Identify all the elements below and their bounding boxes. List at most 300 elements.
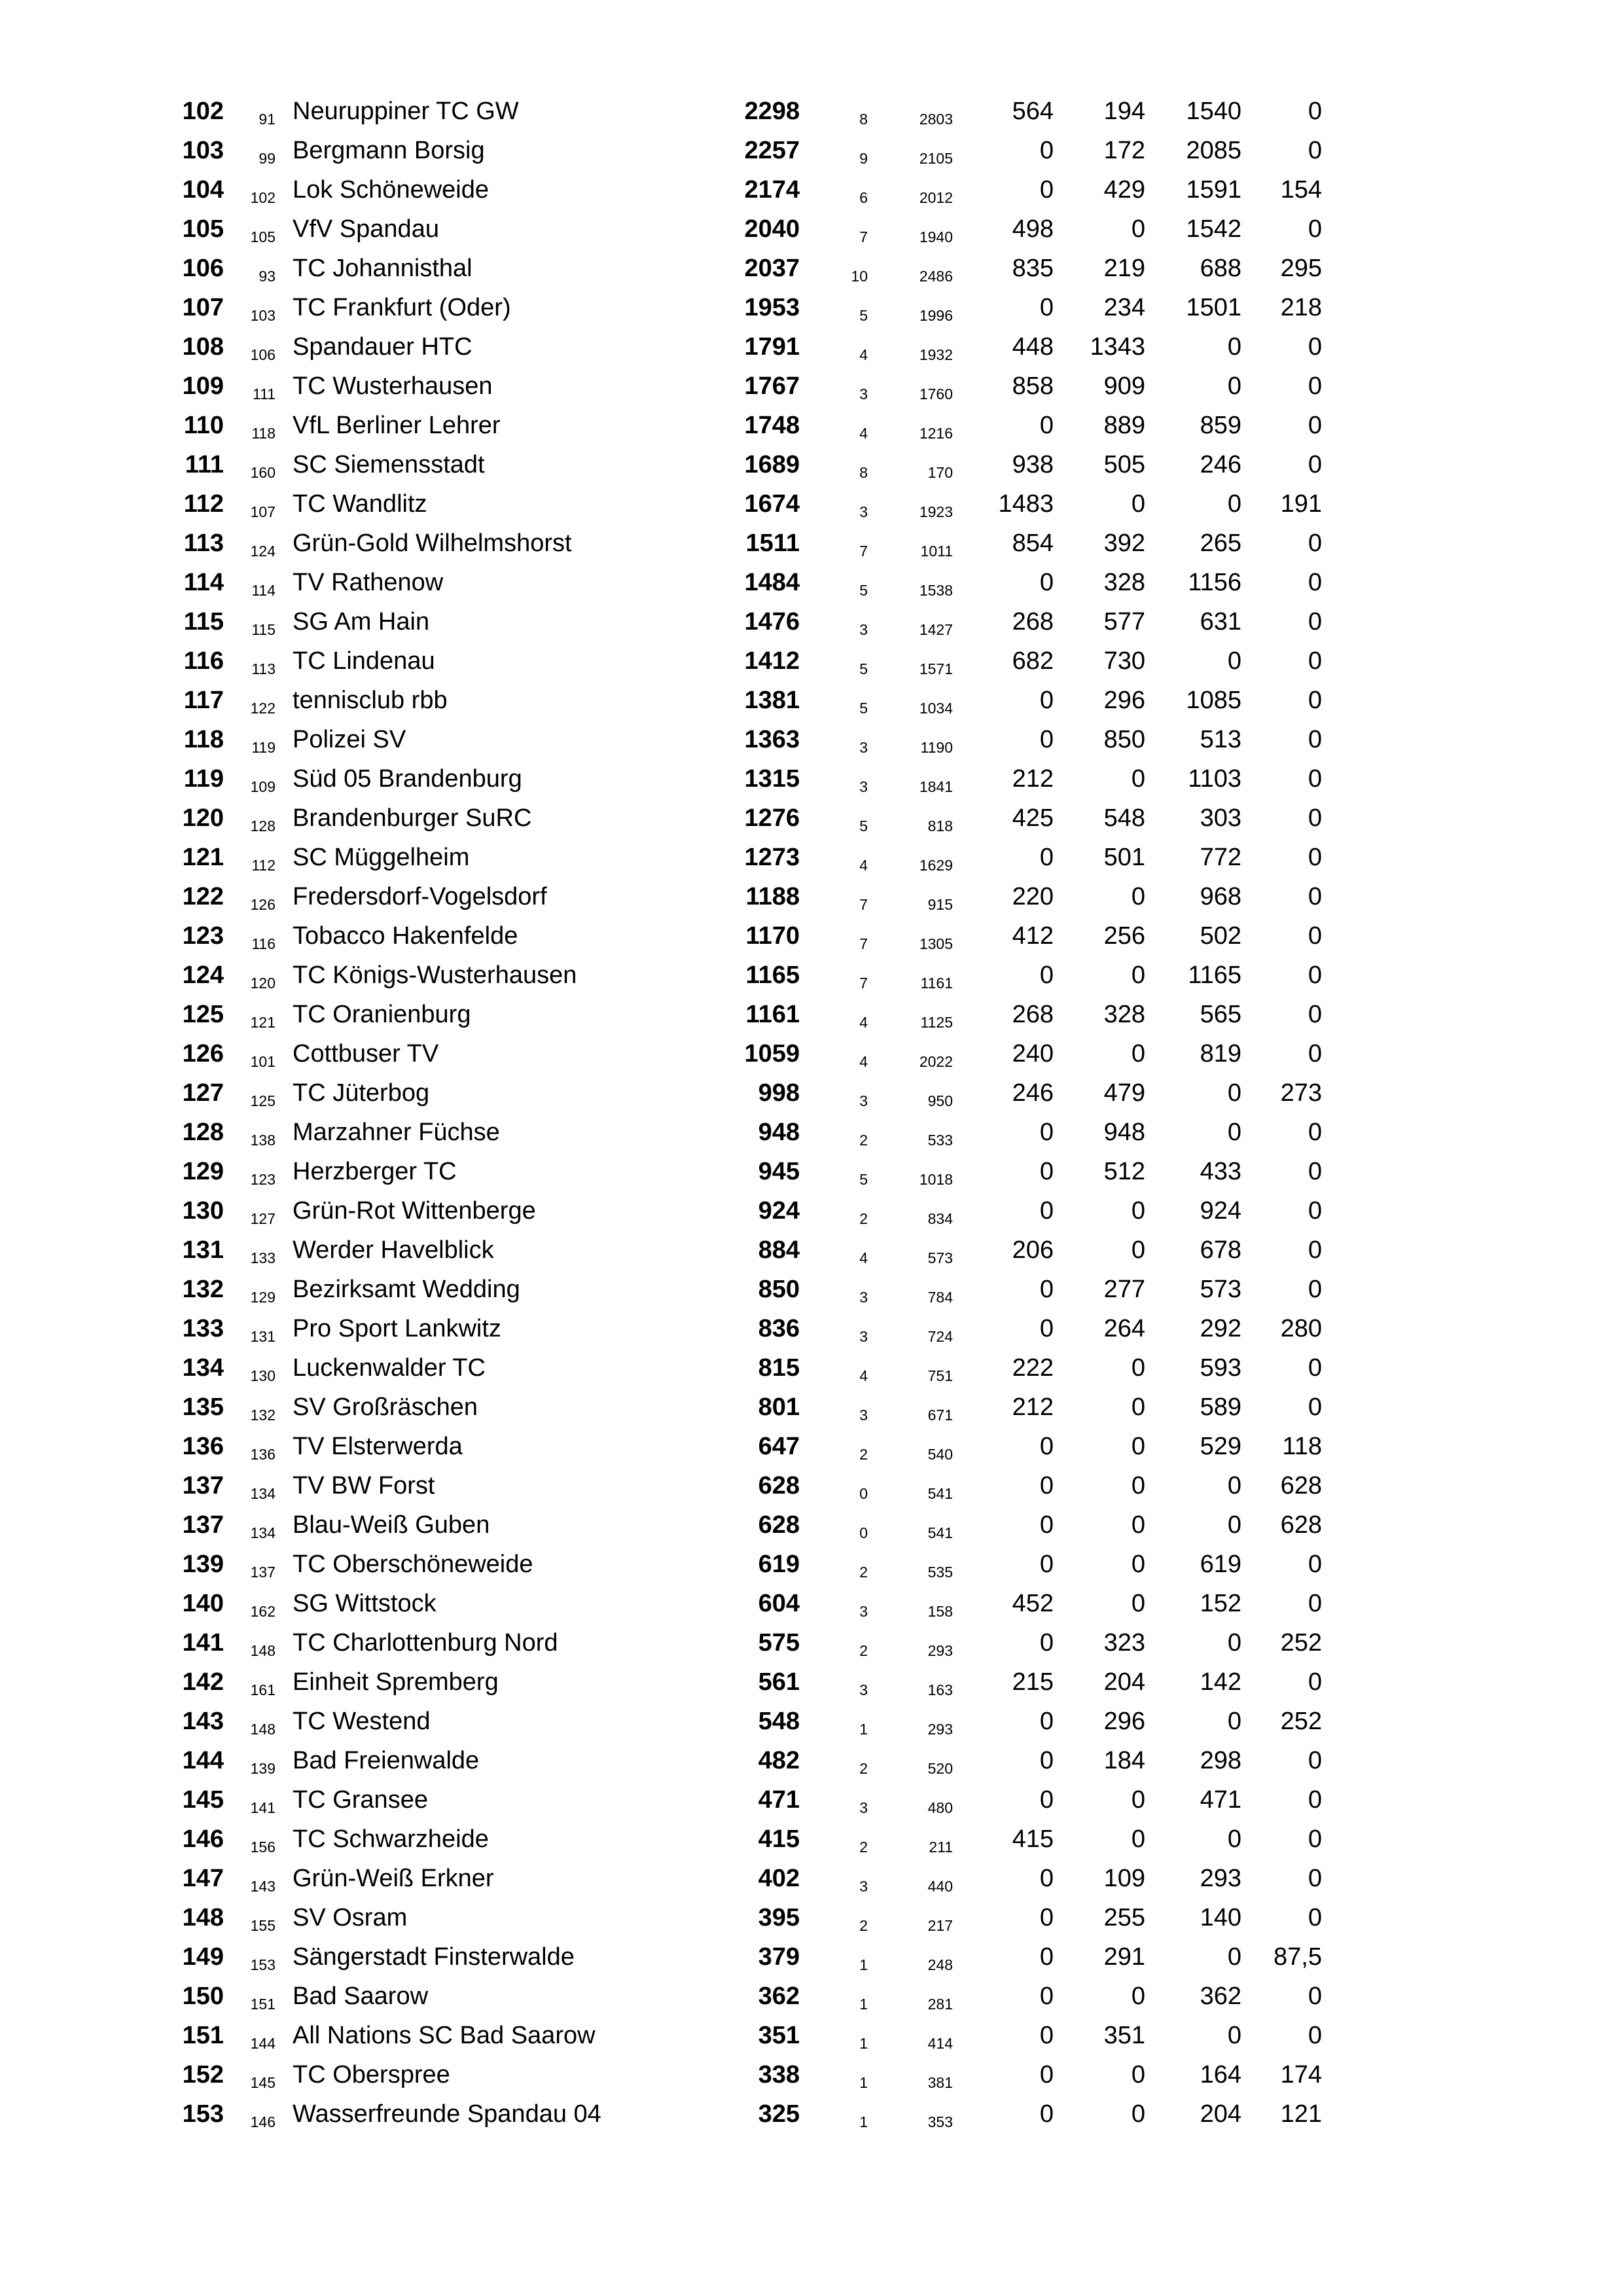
points-col-2-cell: 0	[1131, 1825, 1145, 1853]
count-cell: 1	[859, 2074, 868, 2091]
points-col-1-cell: 0	[1039, 1551, 1054, 1578]
table-row	[151, 1623, 1322, 1662]
total-points-cell: 647	[758, 1433, 800, 1460]
count-cell: 4	[859, 346, 868, 363]
table-row	[151, 1191, 1322, 1230]
previous-rank-cell: 134	[250, 1524, 276, 1541]
points-col-4-cell: 0	[1308, 1904, 1322, 1931]
total-points-cell: 2174	[744, 176, 800, 204]
points-col-2-cell: 0	[1131, 1354, 1145, 1382]
count-cell: 6	[859, 189, 868, 206]
total-points-cell: 2298	[744, 98, 800, 125]
club-name-cell: TC Gransee	[293, 1786, 428, 1814]
points-col-1-cell: 0	[1039, 1276, 1054, 1303]
count-cell: 7	[859, 543, 868, 560]
previous-points-cell: 1841	[919, 778, 953, 795]
points-col-4-cell: 0	[1308, 804, 1322, 832]
points-col-4-cell: 0	[1308, 1236, 1322, 1264]
points-col-1-cell: 215	[1012, 1668, 1054, 1696]
table-row	[151, 1977, 1322, 2016]
points-col-2-cell: 0	[1131, 765, 1145, 793]
table-row	[151, 327, 1322, 367]
previous-rank-cell: 91	[259, 111, 276, 128]
points-col-1-cell: 854	[1012, 529, 1054, 557]
count-cell: 4	[859, 1249, 868, 1266]
club-name-cell: Polizei SV	[293, 726, 406, 753]
previous-rank-cell: 111	[253, 386, 276, 403]
points-col-4-cell: 0	[1308, 1276, 1322, 1303]
club-name-cell: Sängerstadt Finsterwalde	[293, 1943, 575, 1971]
points-col-3-cell: 265	[1200, 529, 1241, 557]
points-col-3-cell: 362	[1200, 1982, 1241, 2010]
points-col-1-cell: 0	[1039, 1315, 1054, 1342]
previous-rank-cell: 160	[250, 464, 276, 481]
count-cell: 3	[859, 778, 868, 795]
points-col-4-cell: 0	[1308, 647, 1322, 675]
points-col-1-cell: 415	[1012, 1825, 1054, 1853]
table-row	[151, 602, 1322, 641]
count-cell: 1	[859, 1721, 868, 1738]
points-col-4-cell: 191	[1280, 490, 1322, 518]
previous-points-cell: 381	[927, 2074, 953, 2091]
points-col-3-cell: 565	[1200, 1001, 1241, 1028]
club-name-cell: TV Elsterwerda	[293, 1433, 463, 1460]
points-col-4-cell: 0	[1308, 529, 1322, 557]
previous-points-cell: 281	[927, 1996, 953, 2013]
club-name-cell: SV Großräschen	[293, 1393, 478, 1421]
table-row	[151, 1073, 1322, 1113]
total-points-cell: 836	[758, 1315, 800, 1342]
previous-rank-cell: 132	[250, 1407, 276, 1424]
points-col-2-cell: 291	[1103, 1943, 1145, 1971]
table-row	[151, 2094, 1322, 2134]
points-col-3-cell: 0	[1227, 1943, 1241, 1971]
previous-rank-cell: 122	[250, 700, 276, 717]
club-name-cell: Neuruppiner TC GW	[293, 98, 519, 125]
points-col-3-cell: 1501	[1186, 294, 1241, 321]
club-name-cell: VfV Spandau	[293, 215, 439, 243]
points-col-2-cell: 204	[1103, 1668, 1145, 1696]
points-col-3-cell: 433	[1200, 1158, 1241, 1185]
table-row	[151, 445, 1322, 484]
table-row	[151, 1505, 1322, 1545]
points-col-1-cell: 0	[1039, 1197, 1054, 1225]
table-row	[151, 170, 1322, 209]
table-row	[151, 1820, 1322, 1859]
points-col-3-cell: 502	[1200, 922, 1241, 950]
total-points-cell: 1953	[744, 294, 800, 321]
club-name-cell: TV BW Forst	[293, 1472, 435, 1499]
rank-cell: 144	[182, 1747, 224, 1774]
points-col-1-cell: 0	[1039, 294, 1054, 321]
points-col-1-cell: 0	[1039, 137, 1054, 164]
points-col-2-cell: 0	[1131, 1551, 1145, 1578]
points-col-3-cell: 1165	[1188, 961, 1241, 989]
points-col-3-cell: 164	[1200, 2061, 1241, 2089]
rank-cell: 132	[182, 1276, 224, 1303]
previous-rank-cell: 109	[250, 778, 276, 795]
club-name-cell: Grün-Rot Wittenberge	[293, 1197, 536, 1225]
points-col-4-cell: 87,5	[1274, 1943, 1322, 1971]
points-col-2-cell: 0	[1131, 1393, 1145, 1421]
club-name-cell: Tobacco Hakenfelde	[293, 922, 518, 950]
total-points-cell: 471	[758, 1786, 800, 1814]
previous-points-cell: 2022	[919, 1053, 953, 1070]
points-col-1-cell: 240	[1012, 1040, 1054, 1067]
rank-cell: 142	[182, 1668, 224, 1696]
table-row	[151, 995, 1322, 1034]
points-col-1-cell: 835	[1012, 255, 1054, 282]
points-col-2-cell: 328	[1103, 569, 1145, 596]
rank-cell: 125	[182, 1001, 224, 1028]
table-row	[151, 641, 1322, 681]
previous-rank-cell: 136	[250, 1446, 276, 1463]
table-row	[151, 2016, 1322, 2055]
total-points-cell: 924	[758, 1197, 800, 1225]
rank-cell: 131	[182, 1236, 224, 1264]
total-points-cell: 351	[758, 2022, 800, 2049]
previous-points-cell: 1305	[919, 935, 953, 952]
club-name-cell: Bezirksamt Wedding	[293, 1276, 520, 1303]
previous-points-cell: 1125	[920, 1014, 953, 1031]
rank-cell: 127	[182, 1079, 224, 1107]
previous-points-cell: 293	[927, 1721, 953, 1738]
club-name-cell: TC Jüterbog	[293, 1079, 430, 1107]
rank-cell: 152	[182, 2061, 224, 2089]
points-col-1-cell: 0	[1039, 1472, 1054, 1499]
points-col-4-cell: 0	[1308, 333, 1322, 361]
points-col-1-cell: 0	[1039, 2022, 1054, 2049]
table-row	[151, 916, 1322, 956]
points-col-3-cell: 0	[1227, 1708, 1241, 1735]
total-points-cell: 1381	[744, 687, 800, 714]
previous-points-cell: 535	[927, 1564, 953, 1581]
rank-cell: 150	[182, 1982, 224, 2010]
rank-cell: 134	[182, 1354, 224, 1382]
points-col-2-cell: 0	[1131, 1982, 1145, 2010]
points-col-4-cell: 0	[1308, 1668, 1322, 1696]
total-points-cell: 338	[758, 2061, 800, 2089]
rank-cell: 148	[182, 1904, 224, 1931]
points-col-2-cell: 548	[1103, 804, 1145, 832]
count-cell: 9	[859, 150, 868, 167]
points-col-4-cell: 0	[1308, 844, 1322, 871]
previous-points-cell: 1629	[919, 857, 953, 874]
points-col-4-cell: 174	[1280, 2061, 1322, 2089]
table-row	[151, 956, 1322, 995]
club-name-cell: TC Schwarzheide	[293, 1825, 489, 1853]
club-name-cell: SV Osram	[293, 1904, 408, 1931]
table-row	[151, 131, 1322, 170]
previous-points-cell: 1018	[919, 1171, 953, 1188]
points-col-4-cell: 0	[1308, 137, 1322, 164]
points-col-3-cell: 0	[1227, 1119, 1241, 1146]
previous-points-cell: 724	[927, 1328, 953, 1345]
points-col-4-cell: 0	[1308, 98, 1322, 125]
count-cell: 10	[851, 268, 868, 285]
points-col-4-cell: 0	[1308, 726, 1322, 753]
previous-rank-cell: 102	[250, 189, 276, 206]
points-col-3-cell: 619	[1200, 1551, 1241, 1578]
previous-points-cell: 158	[927, 1603, 953, 1620]
points-col-4-cell: 0	[1308, 1590, 1322, 1617]
count-cell: 2	[859, 1760, 868, 1777]
rank-cell: 105	[182, 215, 224, 243]
total-points-cell: 815	[758, 1354, 800, 1382]
previous-points-cell: 170	[927, 464, 953, 481]
points-col-2-cell: 505	[1103, 451, 1145, 478]
points-col-2-cell: 323	[1103, 1629, 1145, 1657]
count-cell: 4	[859, 857, 868, 874]
points-col-2-cell: 479	[1103, 1079, 1145, 1107]
points-col-3-cell: 0	[1227, 1629, 1241, 1657]
points-col-4-cell: 0	[1308, 1001, 1322, 1028]
total-points-cell: 1791	[744, 333, 800, 361]
points-col-3-cell: 471	[1200, 1786, 1241, 1814]
points-col-3-cell: 631	[1200, 608, 1241, 636]
table-row	[151, 288, 1322, 327]
club-name-cell: Lok Schöneweide	[293, 176, 489, 204]
club-name-cell: Fredersdorf-Vogelsdorf	[293, 883, 547, 910]
rank-cell: 123	[182, 922, 224, 950]
previous-points-cell: 248	[927, 1956, 953, 1973]
club-name-cell: TC Lindenau	[293, 647, 435, 675]
previous-points-cell: 751	[927, 1367, 953, 1384]
points-col-1-cell: 212	[1012, 765, 1054, 793]
previous-rank-cell: 116	[251, 935, 276, 952]
count-cell: 2	[859, 1564, 868, 1581]
rank-cell: 130	[182, 1197, 224, 1225]
points-col-1-cell: 498	[1012, 215, 1054, 243]
points-col-1-cell: 0	[1039, 1433, 1054, 1460]
points-col-2-cell: 889	[1103, 412, 1145, 439]
table-row	[151, 1427, 1322, 1466]
count-cell: 3	[859, 503, 868, 520]
total-points-cell: 945	[758, 1158, 800, 1185]
points-col-2-cell: 0	[1131, 1040, 1145, 1067]
total-points-cell: 561	[758, 1668, 800, 1696]
table-row	[151, 759, 1322, 798]
previous-rank-cell: 134	[250, 1485, 276, 1502]
points-col-1-cell: 206	[1012, 1236, 1054, 1264]
previous-rank-cell: 126	[250, 896, 276, 913]
previous-points-cell: 834	[927, 1210, 953, 1227]
total-points-cell: 1315	[744, 765, 800, 793]
points-col-3-cell: 678	[1200, 1236, 1241, 1264]
count-cell: 5	[859, 582, 868, 599]
points-col-2-cell: 0	[1131, 1433, 1145, 1460]
points-col-4-cell: 0	[1308, 1982, 1322, 2010]
club-name-cell: tennisclub rbb	[293, 687, 448, 714]
points-col-1-cell: 425	[1012, 804, 1054, 832]
points-col-1-cell: 0	[1039, 1629, 1054, 1657]
previous-rank-cell: 144	[250, 2035, 276, 2052]
rank-cell: 113	[183, 529, 224, 557]
previous-points-cell: 293	[927, 1642, 953, 1659]
count-cell: 3	[859, 739, 868, 756]
points-col-2-cell: 184	[1103, 1747, 1145, 1774]
points-col-3-cell: 293	[1200, 1865, 1241, 1892]
points-col-4-cell: 0	[1308, 412, 1322, 439]
ranking-table	[151, 92, 1322, 2134]
count-cell: 3	[859, 1092, 868, 1109]
table-row	[151, 1741, 1322, 1780]
club-name-cell: TC Wusterhausen	[293, 372, 493, 400]
points-col-2-cell: 0	[1131, 215, 1145, 243]
rank-cell: 102	[182, 98, 224, 125]
total-points-cell: 325	[758, 2100, 800, 2128]
points-col-3-cell: 292	[1200, 1315, 1241, 1342]
previous-rank-cell: 156	[250, 1839, 276, 1856]
points-col-2-cell: 328	[1103, 1001, 1145, 1028]
points-col-4-cell: 0	[1308, 372, 1322, 400]
table-row	[151, 367, 1322, 406]
points-col-3-cell: 819	[1200, 1040, 1241, 1067]
table-row	[151, 249, 1322, 288]
previous-points-cell: 1923	[919, 503, 953, 520]
points-col-4-cell: 280	[1280, 1315, 1322, 1342]
previous-rank-cell: 118	[251, 425, 276, 442]
points-col-4-cell: 0	[1308, 451, 1322, 478]
club-name-cell: SG Wittstock	[293, 1590, 437, 1617]
points-col-3-cell: 152	[1200, 1590, 1241, 1617]
points-col-1-cell: 0	[1039, 176, 1054, 204]
points-col-1-cell: 682	[1012, 647, 1054, 675]
points-col-3-cell: 0	[1227, 1079, 1241, 1107]
table-row	[151, 209, 1322, 249]
previous-points-cell: 1427	[919, 621, 953, 638]
count-cell: 4	[859, 1053, 868, 1070]
previous-points-cell: 1940	[919, 228, 953, 245]
previous-rank-cell: 103	[250, 307, 276, 324]
previous-rank-cell: 138	[250, 1132, 276, 1149]
previous-points-cell: 1216	[919, 425, 953, 442]
points-col-4-cell: 628	[1280, 1511, 1322, 1539]
table-row	[151, 1780, 1322, 1820]
points-col-3-cell: 688	[1200, 255, 1241, 282]
previous-rank-cell: 93	[259, 268, 276, 285]
count-cell: 3	[859, 1799, 868, 1816]
count-cell: 1	[859, 1996, 868, 2013]
club-name-cell: Brandenburger SuRC	[293, 804, 532, 832]
previous-points-cell: 784	[927, 1289, 953, 1306]
total-points-cell: 1276	[744, 804, 800, 832]
points-col-3-cell: 1103	[1188, 765, 1241, 793]
table-row	[151, 1545, 1322, 1584]
club-name-cell: TC Westend	[293, 1708, 431, 1735]
points-col-2-cell: 277	[1103, 1276, 1145, 1303]
points-col-4-cell: 0	[1308, 1040, 1322, 1067]
club-name-cell: SC Siemensstadt	[293, 451, 485, 478]
club-name-cell: Herzberger TC	[293, 1158, 457, 1185]
count-cell: 1	[859, 2035, 868, 2052]
club-name-cell: SC Müggelheim	[293, 844, 470, 871]
previous-rank-cell: 128	[250, 817, 276, 834]
previous-rank-cell: 106	[250, 346, 276, 363]
club-name-cell: Bad Freienwalde	[293, 1747, 480, 1774]
total-points-cell: 948	[758, 1119, 800, 1146]
previous-points-cell: 1034	[919, 700, 953, 717]
points-col-2-cell: 0	[1131, 883, 1145, 910]
club-name-cell: TC Königs-Wusterhausen	[293, 961, 577, 989]
total-points-cell: 482	[758, 1747, 800, 1774]
points-col-1-cell: 0	[1039, 1747, 1054, 1774]
club-name-cell: Bergmann Borsig	[293, 137, 485, 164]
points-col-4-cell: 0	[1308, 1197, 1322, 1225]
points-col-4-cell: 0	[1308, 1158, 1322, 1185]
club-name-cell: TC Oberschöneweide	[293, 1551, 533, 1578]
points-col-3-cell: 0	[1227, 2022, 1241, 2049]
total-points-cell: 850	[758, 1276, 800, 1303]
points-col-2-cell: 194	[1103, 98, 1145, 125]
count-cell: 2	[859, 1917, 868, 1934]
points-col-4-cell: 0	[1308, 1865, 1322, 1892]
points-col-3-cell: 573	[1200, 1276, 1241, 1303]
previous-rank-cell: 146	[250, 2113, 276, 2130]
rank-cell: 111	[185, 451, 224, 478]
points-col-3-cell: 1540	[1186, 98, 1241, 125]
points-col-3-cell: 303	[1200, 804, 1241, 832]
rank-cell: 103	[182, 137, 224, 164]
points-col-1-cell: 0	[1039, 2100, 1054, 2128]
table-row	[151, 798, 1322, 838]
points-col-3-cell: 589	[1200, 1393, 1241, 1421]
club-name-cell: All Nations SC Bad Saarow	[293, 2022, 596, 2049]
points-col-1-cell: 0	[1039, 1708, 1054, 1735]
points-col-3-cell: 0	[1227, 372, 1241, 400]
previous-rank-cell: 139	[250, 1760, 276, 1777]
points-col-4-cell: 118	[1282, 1433, 1322, 1460]
rank-cell: 143	[182, 1708, 224, 1735]
previous-rank-cell: 121	[250, 1014, 276, 1031]
points-col-2-cell: 501	[1103, 844, 1145, 871]
rank-cell: 135	[182, 1393, 224, 1421]
points-col-1-cell: 268	[1012, 608, 1054, 636]
club-name-cell: VfL Berliner Lehrer	[293, 412, 501, 439]
points-col-4-cell: 628	[1280, 1472, 1322, 1499]
points-col-4-cell: 121	[1280, 2100, 1322, 2128]
table-row	[151, 1859, 1322, 1898]
total-points-cell: 362	[758, 1982, 800, 2010]
previous-points-cell: 671	[927, 1407, 953, 1424]
points-col-3-cell: 140	[1200, 1904, 1241, 1931]
total-points-cell: 395	[758, 1904, 800, 1931]
rank-cell: 116	[183, 647, 224, 675]
rank-cell: 133	[182, 1315, 224, 1342]
total-points-cell: 1412	[744, 647, 800, 675]
previous-rank-cell: 125	[250, 1092, 276, 1109]
rank-cell: 129	[182, 1158, 224, 1185]
rank-cell: 104	[182, 176, 224, 204]
points-col-2-cell: 577	[1103, 608, 1145, 636]
rank-cell: 107	[182, 294, 224, 321]
points-col-4-cell: 154	[1280, 176, 1322, 204]
count-cell: 5	[859, 307, 868, 324]
club-name-cell: Grün-Gold Wilhelmshorst	[293, 529, 572, 557]
club-name-cell: TC Wandlitz	[293, 490, 427, 518]
rank-cell: 106	[182, 255, 224, 282]
previous-points-cell: 540	[927, 1446, 953, 1463]
points-col-3-cell: 204	[1200, 2100, 1241, 2128]
total-points-cell: 619	[758, 1551, 800, 1578]
club-name-cell: Luckenwalder TC	[293, 1354, 486, 1382]
count-cell: 7	[859, 975, 868, 992]
club-name-cell: Bad Saarow	[293, 1982, 429, 2010]
previous-points-cell: 2012	[919, 189, 953, 206]
table-row	[151, 1388, 1322, 1427]
points-col-1-cell: 0	[1039, 961, 1054, 989]
table-row	[151, 877, 1322, 916]
